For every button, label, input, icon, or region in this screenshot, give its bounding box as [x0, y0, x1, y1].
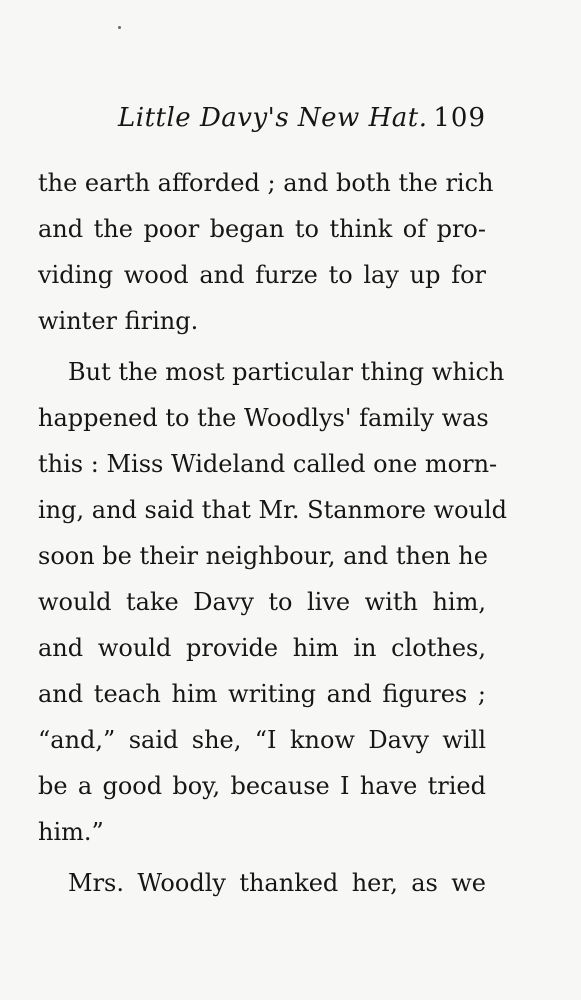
text-line: the earth afforded ; and both the rich — [38, 169, 494, 197]
page-number: 109 — [433, 103, 486, 133]
running-title: Little Davy's New Hat. — [118, 103, 428, 133]
text-line: him.” — [38, 818, 104, 846]
text-line: ing, and said that Mr. Stanmore would — [38, 496, 508, 524]
text-line: Mrs. Woodly thanked her, as we — [68, 869, 486, 897]
text-line: “and,” said she, “I know Davy will — [38, 726, 486, 754]
text-line: and would provide him in clothes, — [38, 634, 486, 662]
text-line: this : Miss Wideland called one morn- — [38, 450, 498, 478]
body-text — [38, 160, 508, 906]
paragraph — [38, 160, 494, 344]
text-line: and teach him writing and figures ; — [38, 680, 486, 708]
text-line: be a good boy, because I have tried — [38, 772, 486, 800]
text-line: happened to the Woodlys' family was — [38, 404, 489, 432]
text-line: soon be their neighbour, and then he — [38, 542, 488, 570]
ink-speck — [118, 26, 121, 29]
running-head — [38, 95, 486, 141]
text-line: and the poor began to think of pro- — [38, 215, 486, 243]
paragraph — [38, 349, 508, 855]
text-line: would take Davy to live with him, — [38, 588, 486, 616]
text-line: But the most particular thing which — [68, 358, 505, 386]
paragraph — [38, 860, 486, 906]
text-line: viding wood and furze to lay up for — [38, 261, 486, 289]
text-line: winter firing. — [38, 307, 199, 335]
